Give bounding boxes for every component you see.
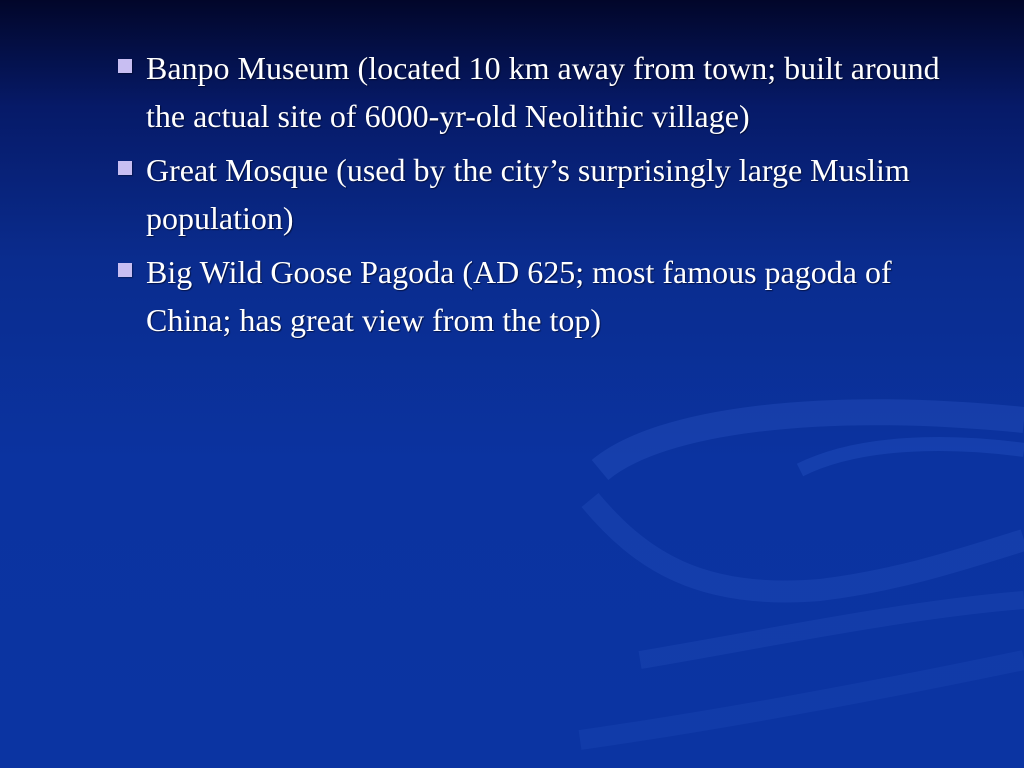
- swirl-curve-5: [580, 660, 1024, 740]
- swirl-curve-1: [600, 412, 1024, 470]
- bullet-item-big-wild-goose-pagoda: [116, 248, 976, 344]
- swirl-curve-2: [590, 500, 1024, 592]
- bullet-list: [116, 44, 976, 350]
- bullet-text: Big Wild Goose Pagoda (AD 625; most famous pagoda of China; has great view from the top): [146, 254, 892, 338]
- bullet-text: Banpo Museum (located 10 km away from town; built around the actual site of 6000-yr-old Neolithic village): [146, 50, 940, 134]
- swirl-curve-4: [640, 600, 1024, 660]
- bullet-text: Great Mosque (used by the city’s surprisingly large Muslim population): [146, 152, 910, 236]
- square-bullet-icon: [118, 59, 132, 73]
- square-bullet-icon: [118, 263, 132, 277]
- bullet-item-banpo-museum: [116, 44, 976, 140]
- swirl-curve-3: [800, 444, 1024, 470]
- square-bullet-icon: [118, 161, 132, 175]
- bullet-item-great-mosque: [116, 146, 976, 242]
